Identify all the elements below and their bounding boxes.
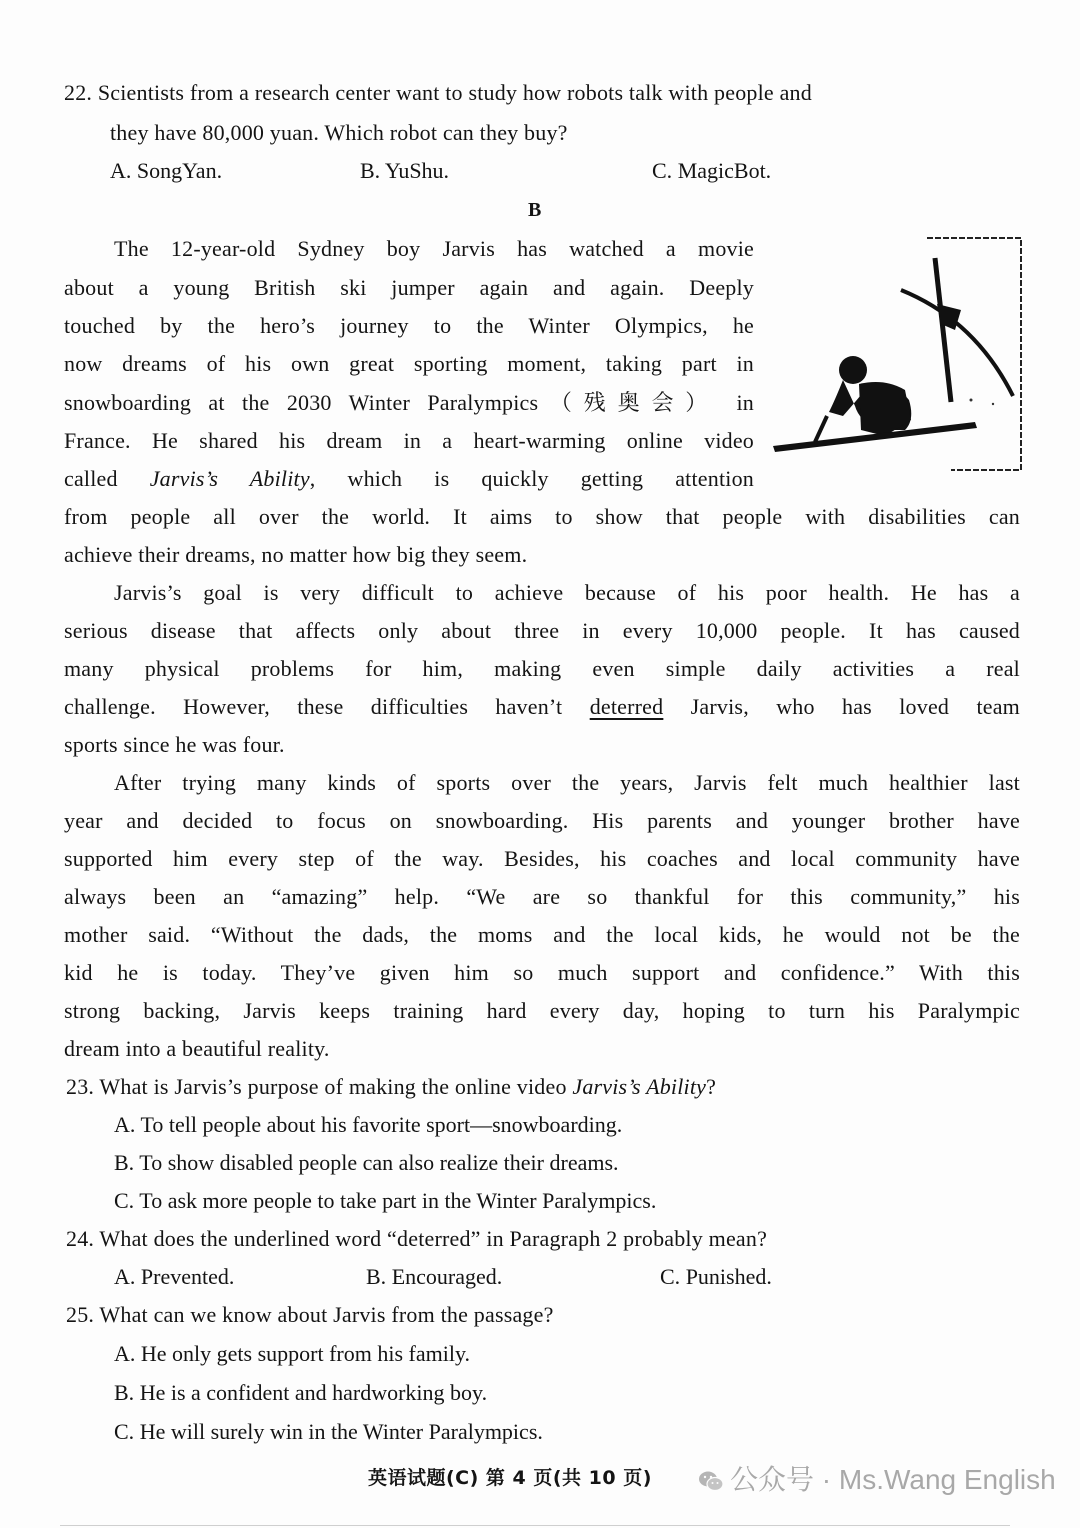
q23-number: 23.	[66, 1074, 95, 1099]
p3-line-1: After trying many kinds of sports over the years, Jarvis felt much healthier last	[114, 770, 1020, 795]
p2-line-2: serious disease that affects only about three in every 10,000 people. It has caused	[64, 618, 1020, 643]
q25-option-b[interactable]: B. He is a confident and hardworking boy.	[114, 1380, 488, 1405]
p2-line-3: many physical problems for him, making even simple daily activities a real	[64, 656, 1020, 681]
q22-option-c[interactable]: C. MagicBot.	[652, 158, 772, 183]
p1-line-6: France. He shared his dream in a heart-warming online video	[64, 428, 754, 453]
p3-line-6: kid he is today. They’ve given him so much support and confidence.” With this	[64, 960, 1020, 985]
p1-line-1: The 12-year-old Sydney boy Jarvis has watched a movie	[114, 236, 754, 261]
p1-line-4: now dreams of his own great sporting moment, taking part in	[64, 351, 754, 376]
p2-line-1: Jarvis’s goal is very difficult to achieve because of his poor health. He has a	[114, 580, 1020, 605]
q24-option-a[interactable]: A. Prevented.	[114, 1264, 235, 1289]
p3-line-4: always been an “amazing” help. “We are so thankful for this community,” his	[64, 884, 1020, 909]
q25-stem: 25. What can we know about Jarvis from the passage?	[66, 1302, 554, 1327]
q22-number: 22.	[64, 80, 93, 105]
p3-line-7: strong backing, Jarvis keeps training hard every day, hoping to turn his Paralympic	[64, 998, 1020, 1023]
q22-stem-line2: they have 80,000 yuan. Which robot can they buy?	[110, 120, 568, 145]
q23-option-b[interactable]: B. To show disabled people can also realize their dreams.	[114, 1150, 619, 1175]
q22-stem-line1: 22. Scientists from a research center want to study how robots talk with people and	[64, 80, 812, 105]
p2-line-5: sports since he was four.	[64, 732, 285, 757]
q25-option-a[interactable]: A. He only gets support from his family.	[114, 1341, 471, 1366]
q22-option-b[interactable]: B. YuShu.	[360, 158, 450, 183]
p1-line-5: snowboarding at the 2030 Winter Paralympics（残奥会） in	[64, 390, 754, 415]
q24-number: 24.	[66, 1226, 95, 1251]
p3-line-8: dream into a beautiful reality.	[64, 1036, 330, 1061]
q24-stem: 24. What does the underlined word “deterred” in Paragraph 2 probably mean?	[66, 1226, 768, 1251]
page-footer: 英语试题(C) 第 4 页(共 10 页)	[368, 1467, 652, 1489]
skier-icon	[765, 230, 1027, 475]
q25-number: 25.	[66, 1302, 95, 1327]
underlined-word-deterred: deterred	[589, 694, 664, 719]
q24-option-b[interactable]: B. Encouraged.	[366, 1264, 503, 1289]
q25-option-c[interactable]: C. He will surely win in the Winter Paralympics.	[114, 1419, 543, 1444]
p2-line-4: challenge. However, these difficulties haven’t deterred Jarvis, who has loved team	[64, 694, 1020, 719]
p1-line-3: touched by the hero’s journey to the Winter Olympics, he	[64, 313, 754, 338]
q24-option-c[interactable]: C. Punished.	[660, 1264, 772, 1289]
watermark	[698, 1458, 1056, 1498]
q23-stem: 23. What is Jarvis’s purpose of making the online video Jarvis’s Ability?	[66, 1074, 717, 1099]
p1-line-9: achieve their dreams, no matter how big they seem.	[64, 542, 528, 567]
p3-line-5: mother said. “Without the dads, the moms and the local kids, he would not be the	[64, 922, 1020, 947]
q22-option-a[interactable]: A. SongYan.	[110, 158, 223, 183]
p3-line-3: supported him every step of the way. Besides, his coaches and local community have	[64, 846, 1020, 871]
bottom-divider	[60, 1525, 1010, 1526]
section-heading-b: B	[528, 199, 542, 221]
p1-line-2: about a young British ski jumper again and again. Deeply	[64, 275, 754, 300]
video-title: Jarvis’s Ability	[149, 466, 310, 491]
p3-line-2: year and decided to focus on snowboarding. His parents and younger brother have	[64, 808, 1020, 833]
q23-option-a[interactable]: A. To tell people about his favorite sport—snowboarding.	[114, 1112, 623, 1137]
watermark-text: 公众号 · Ms.Wang English	[730, 1464, 1056, 1495]
p1-line-8: from people all over the world. It aims to show that people with disabilities can	[64, 504, 1020, 529]
wechat-icon	[698, 1467, 724, 1489]
q23-option-c[interactable]: C. To ask more people to take part in the Winter Paralympics.	[114, 1188, 657, 1213]
skier-illustration	[765, 230, 1027, 475]
p1-line-7: called Jarvis’s Ability, which is quickly getting attention	[64, 466, 754, 491]
